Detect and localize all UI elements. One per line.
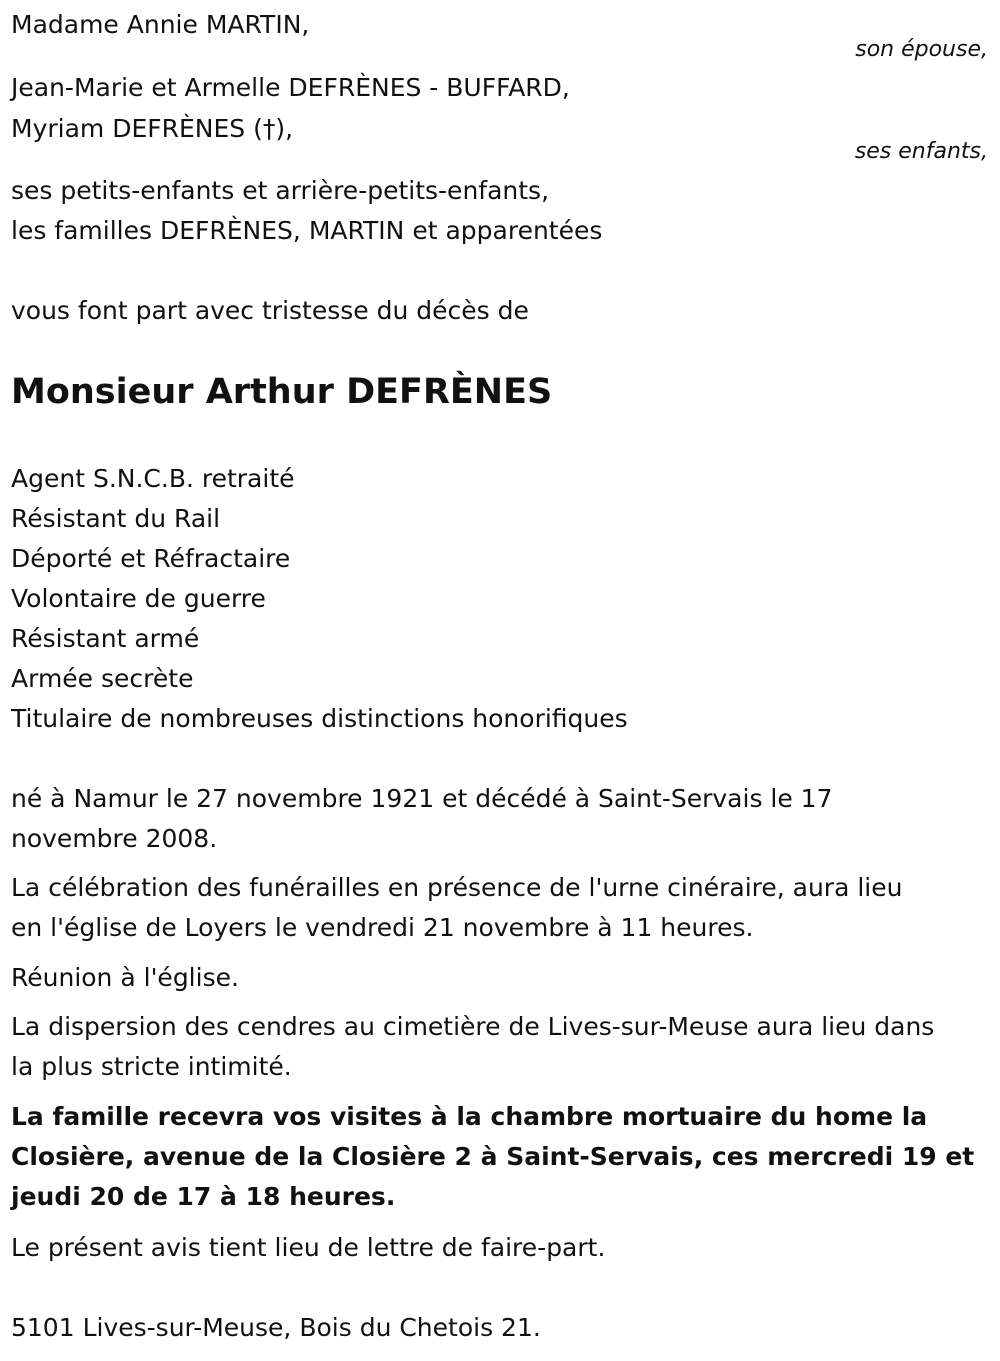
meeting-line: Réunion à l'église. <box>11 963 239 992</box>
funeral-line: La célébration des funérailles en présence de l'urne cinéraire, aura lieu <box>11 873 903 902</box>
title-line: Résistant armé <box>11 624 200 653</box>
visits-line: Closière, avenue de la Closière 2 à Saint-Servais, ces mercredi 19 et <box>11 1142 975 1171</box>
dispersion-line: la plus stricte intimité. <box>11 1052 292 1081</box>
address-line: 5101 Lives-sur-Meuse, Bois du Chetois 21. <box>11 1313 541 1342</box>
title-line: Agent S.N.C.B. retraité <box>11 464 295 493</box>
announcement: vous font part avec tristesse du décès de <box>11 296 529 325</box>
families: les familles DEFRÈNES, MARTIN et apparentées <box>11 216 603 245</box>
deceased-name: Monsieur Arthur DEFRÈNES <box>11 372 553 412</box>
title-line: Déporté et Réfractaire <box>11 544 291 573</box>
notice-line: Le présent avis tient lieu de lettre de faire-part. <box>11 1233 606 1262</box>
spouse-role: son épouse, <box>855 37 988 62</box>
dispersion-line: La dispersion des cendres au cimetière de Lives-sur-Meuse aura lieu dans <box>11 1012 935 1041</box>
child-2: Myriam DEFRÈNES (†), <box>11 114 294 143</box>
birth-death-line: novembre 2008. <box>11 824 218 853</box>
title-line: Titulaire de nombreuses distinctions honorifiques <box>11 704 628 733</box>
birth-death-line: né à Namur le 27 novembre 1921 et décédé à Saint-Servais le 17 <box>11 784 833 813</box>
spouse-name: Madame Annie MARTIN, <box>11 10 310 39</box>
children-role: ses enfants, <box>854 139 988 164</box>
funeral-line: en l'église de Loyers le vendredi 21 novembre à 11 heures. <box>11 913 754 942</box>
title-line: Volontaire de guerre <box>11 584 266 613</box>
visits-line: La famille recevra vos visites à la chambre mortuaire du home la <box>11 1102 928 1131</box>
title-line: Armée secrète <box>11 664 194 693</box>
child-1: Jean-Marie et Armelle DEFRÈNES - BUFFARD, <box>11 73 570 102</box>
grandchildren: ses petits-enfants et arrière-petits-enfants, <box>11 176 550 205</box>
visits-line: jeudi 20 de 17 à 18 heures. <box>11 1182 396 1211</box>
title-line: Résistant du Rail <box>11 504 221 533</box>
